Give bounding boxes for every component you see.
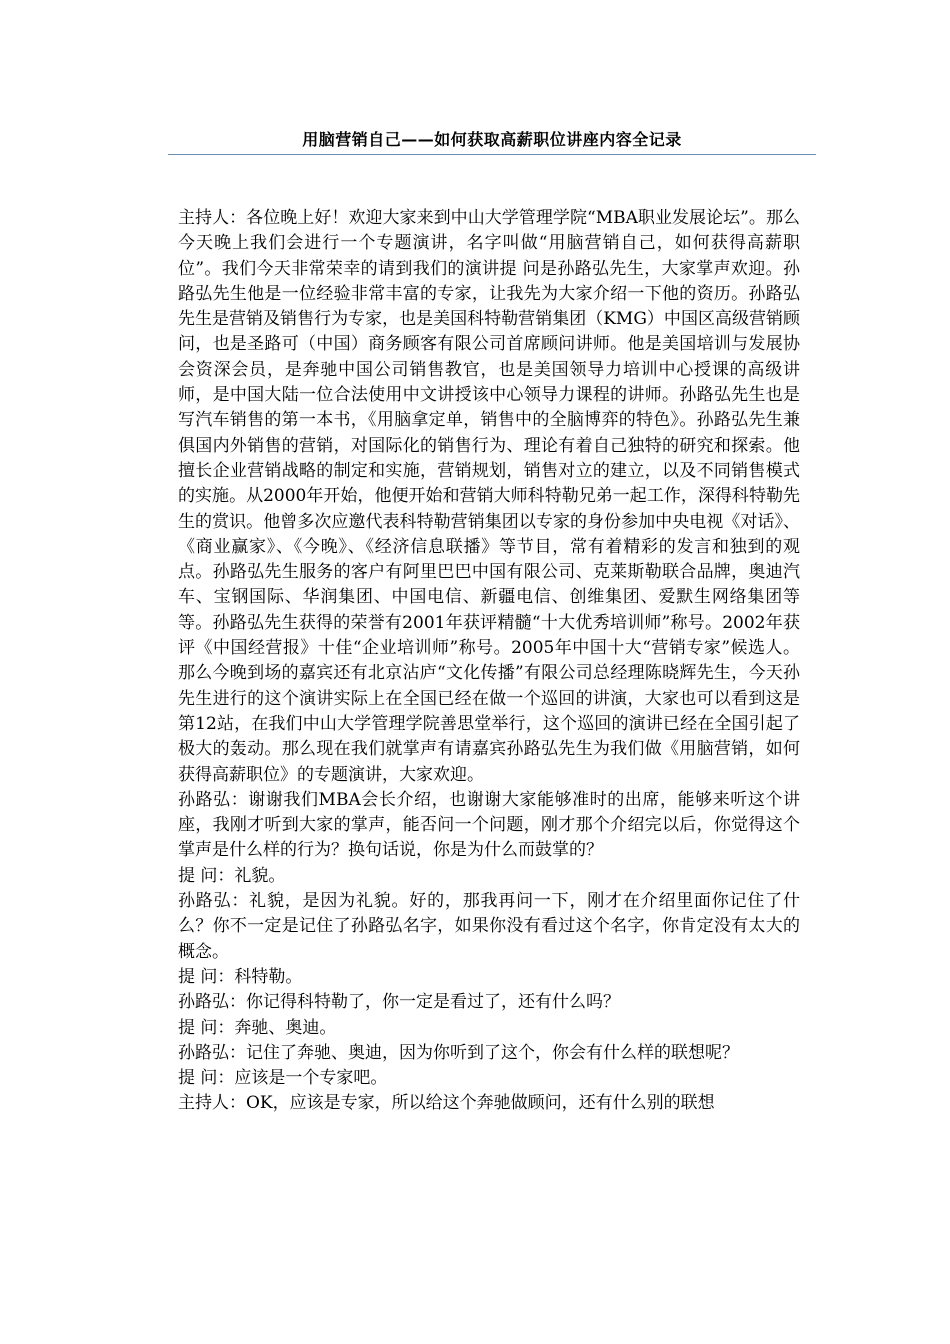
paragraph-speaker-2: 孙路弘：礼貌，是因为礼貌。好的，那我再问一下，刚才在介绍里面你记住了什么？你不一定是记住了孙路弘名字，如果你没有看过这个名字，你肯定没有太大的概念。 (178, 891, 800, 962)
page-header (168, 128, 816, 155)
paragraph-speaker-1: 孙路弘：谢谢我们MBA会长介绍，也谢谢大家能够准时的出席，能够来听这个讲座，我刚才听到大家的掌声，能否问一个问题，刚才那个介绍完以后，你觉得这个掌声是什么样的行为？换句话说，你是为什么而鼓掌的？ (178, 789, 800, 861)
paragraph-question-2: 提 问：科特勒。 (178, 966, 303, 987)
paragraph-host-2: 主持人：OK，应该是专家，所以给这个奔驰做顾问，还有什么别的联想 (178, 1093, 715, 1114)
paragraph-question-3: 提 问：奔驰、奥迪。 (178, 1017, 337, 1038)
paragraph-host-intro: 主持人：各位晚上好！欢迎大家来到中山大学管理学院“MBA职业发展论坛”。那么今天晚上我们会进行一个专题演讲，名字叫做“用脑营销自己，如何获得高薪职位”。我们今天非常荣幸的请到我们的演讲提 问是孙路弘先生，大家掌声欢迎。孙路弘先生他是一位经验非常丰富的专家，让我先为大家介绍一下他的资历。孙路弘先生是营销及销售行为专家，也是美国科特勒营销集团（KMG）中国区高级营销顾问，也是圣路可（中国）商务顾客有限公司首席顾问讲师。他是美国培训与发展协会资深会员，是奔驰中国公司销售教官，也是美国领导力培训中心授课的高级讲师，是中国大陆一位合法使用中文讲授该中心领导力课程的讲师。孙路弘先生也是写汽车销售的第一本书，《用脑拿定单，销售中的全脑博弈的特色》。孙路弘先生兼俱国内外销售的营销，对国际化的销售行为、理论有着自己独特的研究和探索。他擅长企业营销战略的制定和实施，营销规划，销售对立的建立，以及不同销售模式的实施。从2000年开始，他便开始和营销大师科特勒兄弟一起工作，深得科特勒先生的赏识。他曾多次应邀代表科特勒营销集团以专家的身份参加中央电视《对话》、《商业赢家》、《今晚》、《经济信息联播》等节目，常有着精彩的发言和独到的观点。孙路弘先生服务的客户有阿里巴巴中国有限公司、克莱斯勒联合品牌，奥迪汽车、宝钢国际、华润集团、中国电信、新疆电信、创维集团、爱默生网络集团等等。孙路弘先生获得的荣誉有2001年获评精髓“十大优秀培训师”称号。2002年获评《中国经营报》十佳“企业培训师”称号。2005年中国十大“营销专家”候选人。那么今晚到场的嘉宾还有北京沾庐“文化传播”有限公司总经理陈晓辉先生，今天孙先生进行的这个演讲实际上在全国已经在做一个巡回的讲演，大家也可以看到这是第12站，在我们中山大学管理学院善思堂举行，这个巡回的演讲已经在全国引起了极大的轰动。那么现在我们就掌声有请嘉宾孙路弘先生为我们做《用脑营销，如何获得高薪职位》的专题演讲，大家欢迎。 (178, 208, 800, 785)
paragraph-question-4: 提 问：应该是一个专家吧。 (178, 1068, 388, 1089)
paragraph-speaker-4: 孙路弘：记住了奔驰、奥迪，因为你听到了这个，你会有什么样的联想呢？ (178, 1042, 739, 1063)
document-title: 用脑营销自己——如何获取高薪职位讲座内容全记录 (302, 130, 682, 149)
paragraph-speaker-3: 孙路弘：你记得科特勒了，你一定是看过了，还有什么吗？ (178, 992, 620, 1013)
document-body (178, 206, 800, 1117)
paragraph-question-1: 提 问：礼貌。 (178, 865, 286, 886)
